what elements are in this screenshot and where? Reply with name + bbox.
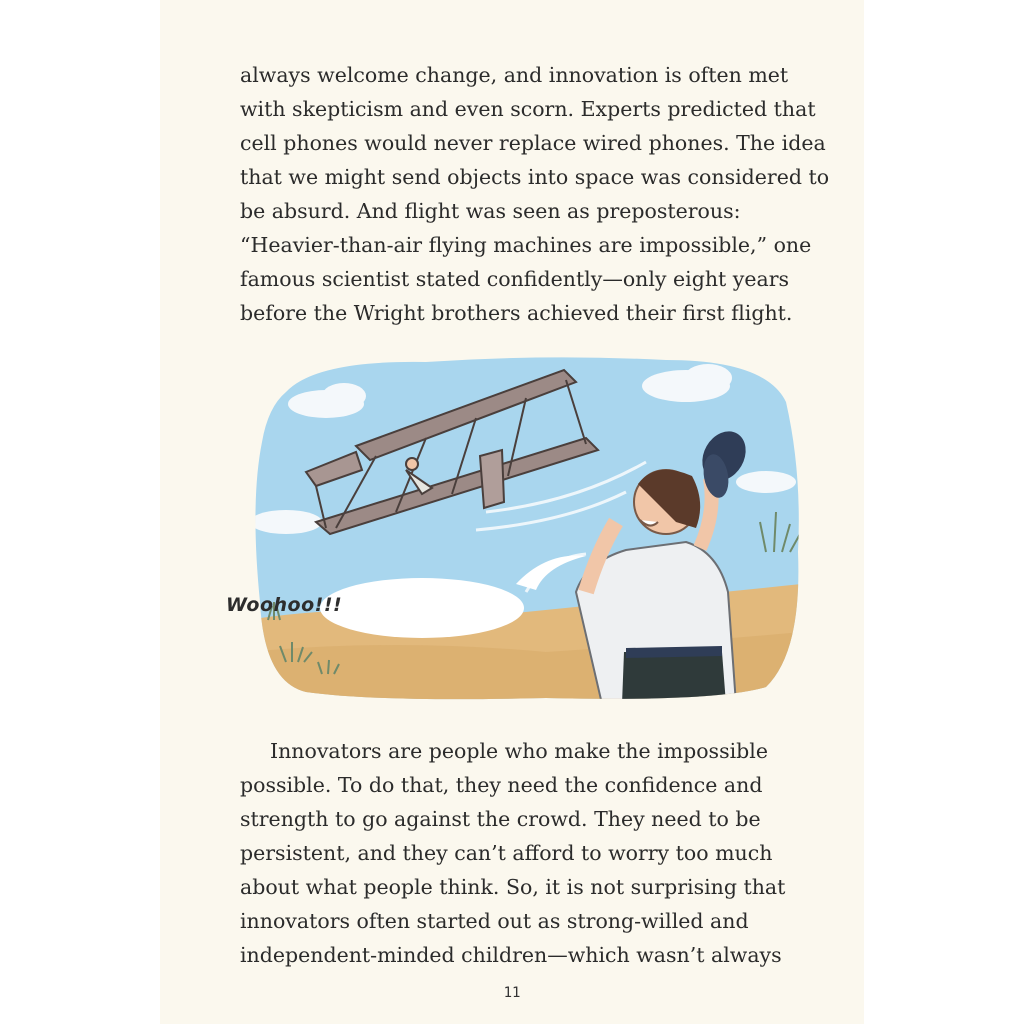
paragraph-line: Innovators are people who make the impossible — [270, 739, 768, 763]
book-page — [160, 0, 864, 1024]
paragraph-line: innovators often started out as strong-willed and — [240, 909, 749, 933]
wright-flyer-illustration — [246, 352, 802, 704]
paragraph-line: with skepticism and even scorn. Experts predicted that — [240, 97, 816, 121]
paragraph-line: strength to go against the crowd. They need to be — [240, 807, 761, 831]
paragraph-line: persistent, and they can’t afford to worry too much — [240, 841, 773, 865]
paragraph-line: that we might send objects into space was considered to — [240, 165, 830, 189]
speech-bubble-text: Woohoo!!! — [226, 594, 343, 616]
paragraph-line: about what people think. So, it is not surprising that — [240, 875, 786, 899]
paragraph-line: “Heavier-than-air flying machines are impossible,” one — [240, 233, 812, 257]
top-paragraph — [240, 58, 830, 330]
paragraph-line: famous scientist stated confidently—only eight years — [240, 267, 790, 291]
bottom-paragraph — [240, 734, 800, 972]
paragraph-line: possible. To do that, they need the confidence and — [240, 773, 763, 797]
paragraph-line: always welcome change, and innovation is often met — [240, 63, 789, 87]
paragraph-line: independent-minded children—which wasn’t always — [240, 943, 782, 967]
paragraph-line: be absurd. And flight was seen as preposterous: — [240, 199, 741, 223]
page-number: 11 — [503, 985, 521, 1001]
paragraph-line: cell phones would never replace wired phones. The idea — [240, 131, 826, 155]
paragraph-line: before the Wright brothers achieved their first flight. — [240, 301, 793, 325]
